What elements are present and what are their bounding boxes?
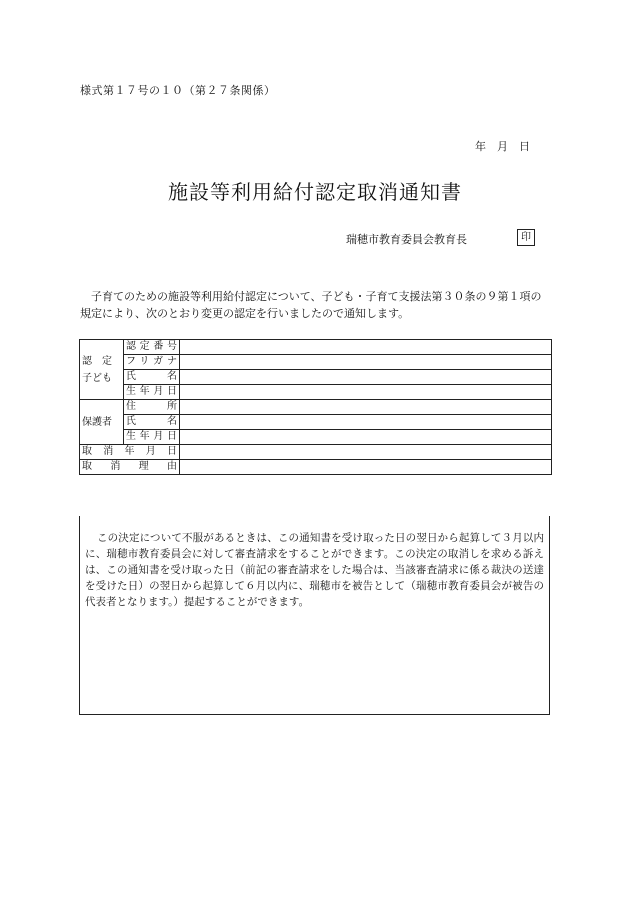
seal-mark: 印 (517, 229, 535, 246)
child-name-label: 氏 名 (124, 370, 180, 385)
issuer-name: 瑞穂市教育委員会教育長 (346, 233, 467, 246)
child-group-label: 認 定 子ども (80, 340, 124, 400)
guardian-group-label: 保護者 (80, 400, 124, 445)
date-line: 年 月 日 (475, 140, 530, 153)
cancel-date-field[interactable] (180, 445, 552, 460)
appeal-notice-box (79, 516, 550, 715)
notice-form-table (79, 339, 552, 475)
furigana-field[interactable] (180, 355, 552, 370)
furigana-label: フリガナ (124, 355, 180, 370)
form-number: 様式第１７号の１０（第２７条関係） (80, 84, 276, 97)
child-birthdate-label: 生年月日 (124, 385, 180, 400)
child-name-field[interactable] (180, 370, 552, 385)
appeal-notice-text: この決定について不服があるときは、この通知書を受け取った日の翌日から起算して３月以内に、瑞穂市教育委員会に対して審査請求をすることができます。この決定の取消しを求める訴えは、この通知書を受け取った日（前記の審査請求をした場合は、当該審査請求に係る裁決の送達を受けた日）の翌日から起算して６月以内に、瑞穂市を被告として（瑞穂市教育委員会が被告の代表者となります。）提起することができます。 (85, 532, 544, 608)
address-field[interactable] (180, 400, 552, 415)
cert-number-label: 認定番号 (124, 340, 180, 355)
guardian-name-label: 氏 名 (124, 415, 180, 430)
guardian-birthdate-field[interactable] (180, 430, 552, 445)
document-title: 施設等利用給付認定取消通知書 (168, 180, 462, 204)
cancel-reason-label: 取消理由 (80, 460, 180, 475)
guardian-name-field[interactable] (180, 415, 552, 430)
cert-number-field[interactable] (180, 340, 552, 355)
guardian-birthdate-label: 生年月日 (124, 430, 180, 445)
intro-paragraph: 子育てのための施設等利用給付認定について、子ども・子育て支援法第３０条の９第１項の規定により、次のとおり変更の認定を行いましたので通知します。 (80, 290, 542, 320)
cancel-date-label: 取消年月日 (80, 445, 180, 460)
child-birthdate-field[interactable] (180, 385, 552, 400)
cancel-reason-field[interactable] (180, 460, 552, 475)
address-label: 住 所 (124, 400, 180, 415)
